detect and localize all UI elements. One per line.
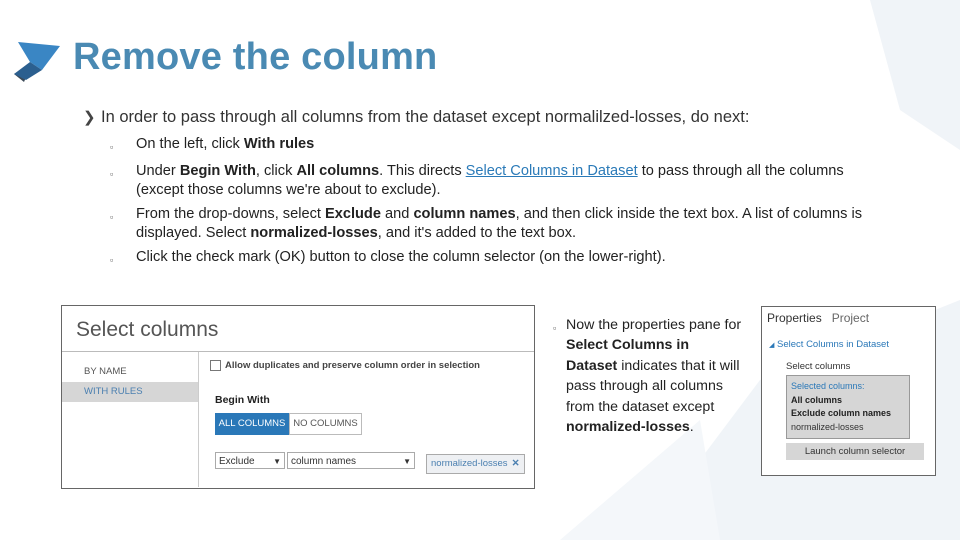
module-section[interactable]	[769, 339, 889, 350]
selected-exclude-rule: Exclude column names	[791, 408, 892, 418]
list-item	[110, 135, 890, 158]
dialog-sidebar	[62, 352, 199, 487]
bold-text: All columns	[296, 162, 380, 179]
select-columns-label: Select columns	[786, 361, 851, 372]
all-columns-button[interactable]: ALL COLUMNS	[215, 413, 289, 435]
allow-duplicates-option[interactable]	[210, 360, 480, 371]
selected-all-columns: All columns	[791, 394, 843, 405]
properties-pane-screenshot	[761, 306, 936, 476]
logo-icon	[12, 40, 62, 82]
exclude-dropdown-value: Exclude	[219, 456, 255, 467]
section-title: Select Columns in Dataset	[777, 339, 889, 350]
bullet-square-icon: ▫	[110, 142, 114, 152]
lead-paragraph	[83, 108, 749, 127]
text-run: Under	[136, 162, 180, 179]
select-columns-screenshot	[61, 305, 535, 489]
bold-text: Begin With	[179, 162, 256, 179]
bold-text: column names	[413, 205, 516, 222]
bold-text: Exclude	[325, 205, 381, 222]
selected-column-name: normalized-losses	[791, 421, 864, 432]
allow-duplicates-label: Allow duplicates and preserve column order in selection	[225, 360, 480, 371]
list-item-text	[136, 162, 890, 201]
column-names-dropdown[interactable]	[287, 452, 415, 469]
chevron-down-icon: ▼	[273, 457, 281, 466]
text-run: to pass through all the columns (except those columns we're about to exclude).	[136, 162, 844, 198]
bullet-square-icon: ▫	[553, 323, 557, 333]
text-run: . This directs	[379, 162, 466, 179]
chevron-down-icon: ▼	[403, 457, 411, 466]
bold-text: normalized-losses	[566, 419, 690, 436]
inline-link[interactable]: Select Columns in Dataset	[465, 162, 638, 179]
bullet-square-icon: ▫	[110, 211, 114, 222]
text-run: indicates that it will pass through all columns from the dataset except	[566, 357, 740, 415]
launch-column-selector-button[interactable]: Launch column selector	[786, 443, 924, 460]
text-run: and	[380, 205, 414, 222]
bullet-square-icon: ▫	[110, 168, 114, 179]
text-run: , click	[255, 162, 297, 179]
no-columns-button[interactable]: NO COLUMNS	[289, 413, 362, 435]
list-item-text	[136, 205, 890, 244]
pane-tabs	[767, 311, 869, 325]
list-item	[110, 248, 890, 271]
checkbox-icon[interactable]	[210, 360, 221, 371]
bullet-square-icon: ▫	[110, 254, 114, 265]
text-run: Now the properties pane for	[566, 317, 742, 333]
note-text	[566, 315, 743, 437]
list-item-text	[136, 135, 890, 155]
selected-columns-heading: Selected columns:	[791, 381, 865, 391]
text-run: , and it's added to the text box.	[377, 225, 577, 241]
column-names-dropdown-value: column names	[291, 456, 357, 467]
triangle-down-icon: ◢	[769, 342, 775, 349]
selected-column-tag[interactable]	[426, 454, 525, 474]
dialog-title: Select columns	[76, 318, 219, 341]
bold-text: Select Columns in Dataset	[566, 337, 689, 374]
exclude-dropdown[interactable]	[215, 452, 285, 469]
text-run: , and then click inside the text box. A list of columns is displayed. Select	[136, 205, 862, 241]
bold-text: normalized-losses	[250, 225, 378, 241]
list-item	[110, 162, 890, 201]
text-run: From the drop-downs, select	[136, 205, 325, 222]
begin-with-label: Begin With	[215, 394, 270, 406]
lead-text: In order to pass through all columns from the dataset except normalilzed-losses, do next:	[101, 108, 750, 126]
selected-columns-box	[786, 375, 910, 439]
text-run: .	[689, 419, 694, 436]
remove-icon[interactable]: ✕	[511, 458, 520, 469]
properties-note	[553, 315, 743, 437]
sidebar-item-by-name[interactable]: BY NAME	[84, 366, 127, 377]
tag-label: normalized-losses	[431, 458, 508, 469]
tab-project[interactable]: Project	[831, 311, 870, 325]
sidebar-item-with-rules[interactable]: WITH RULES	[62, 382, 198, 402]
text-run: Click the check mark (OK) button to close the column selector (on the lower-right).	[136, 248, 666, 265]
chevron-right-icon: ❯	[83, 109, 96, 126]
instruction-list	[110, 135, 890, 274]
list-item	[110, 205, 890, 244]
bold-text: With rules	[243, 136, 315, 152]
page-title: Remove the column	[73, 36, 438, 78]
list-item-text	[136, 248, 890, 268]
tab-properties[interactable]: Properties	[767, 311, 822, 325]
text-run: On the left, click	[136, 136, 244, 152]
